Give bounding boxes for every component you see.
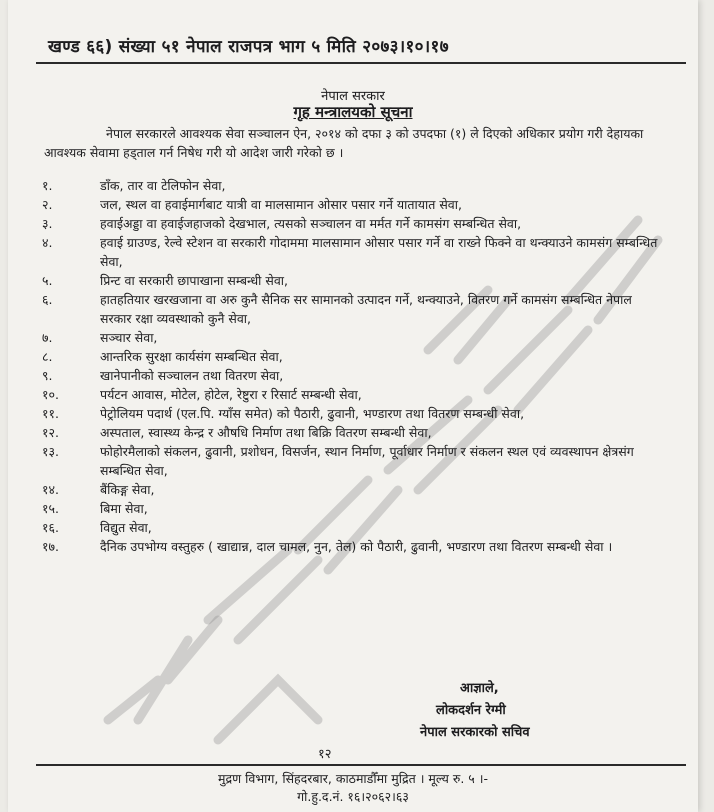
item-text: बैंकिङ्ग सेवा, [100, 482, 155, 497]
notice-title: गृह मन्त्रालयको सूचना [293, 103, 413, 121]
item-text: फोहोरमैलाको संकलन, ढुवानी, प्रशोधन, विसर्जन, स्थान निर्माण, पूर्वाधार निर्माण र संकलन स्थल एवं व्यवस्थापन क्षेत्रसंग सम्बन्धित सेवा, [100, 444, 634, 478]
item-text: हातहतियार खरखजाना वा अरु कुनै सैनिक सर सामानको उत्पादन गर्ने, थन्क्याउने, वितरण गर्ने कामसंग सम्बन्धित नेपाल सरकार रक्षा व्यवस्थाको कुनै सेवा, [100, 292, 632, 326]
list-item [42, 423, 662, 442]
item-text: पर्यटन आवास, मोटेल, होटेल, रेष्टुरा र रिसार्ट सम्बन्धी सेवा, [100, 387, 362, 402]
list-item [42, 290, 662, 328]
item-text: आन्तरिक सुरक्षा कार्यसंग सम्बन्धित सेवा, [100, 349, 283, 364]
item-text: विद्युत सेवा, [100, 520, 152, 535]
list-item [42, 537, 662, 556]
item-text: जल, स्थल वा हवाईमार्गबाट यात्री वा मालसामान ओसार पसार गर्ने यातायात सेवा, [100, 197, 462, 212]
item-number: १. [42, 178, 53, 193]
list-item [42, 195, 662, 214]
printer-line: मुद्रण विभाग, सिंहदरबार, काठमाडौँमा मुद्रित । मूल्य रु. ५ ।- [218, 771, 488, 786]
item-number: २. [42, 197, 53, 212]
list-item [42, 442, 662, 480]
item-number: १३. [42, 444, 59, 459]
list-item [42, 366, 662, 385]
list-item [42, 480, 662, 499]
item-number: ८. [42, 349, 53, 364]
item-number: १४. [42, 482, 59, 497]
item-number: १५. [42, 501, 59, 516]
item-text: सञ्चार सेवा, [100, 330, 158, 345]
list-item [42, 176, 662, 195]
gazette-header: खण्ड ६६) संख्या ५१ नेपाल राजपत्र भाग ५ मिति २०७३।१०।१७ [48, 37, 449, 57]
item-text: डाँक, तार वा टेलिफोन सेवा, [100, 178, 226, 193]
item-number: ९. [42, 368, 53, 383]
item-number: १६. [42, 520, 59, 535]
item-text: हवाई ग्राउण्ड, रेल्वे स्टेशन वा सरकारी गोदाममा मालसामान ओसार पसार गर्ने वा राख्ने फिक्ने वा थन्क्याउने कामसंग सम्बन्धित सेवा, [100, 235, 658, 269]
page-number: १२ [318, 747, 332, 762]
list-item [42, 499, 662, 518]
list-item [42, 518, 662, 537]
list-item [42, 233, 662, 271]
footer-rule [36, 764, 686, 766]
list-item [42, 214, 662, 233]
item-text: दैनिक उपभोग्य वस्तुहरु ( खाद्यान्न, दाल चामल, नुन, तेल) को पैठारी, ढुवानी, भण्डारण तथा वितरण सम्बन्धी सेवा । [100, 539, 613, 554]
list-item [42, 404, 662, 423]
list-item [42, 271, 662, 290]
item-text: खानेपानीको सञ्चालन तथा वितरण सेवा, [100, 368, 284, 383]
gazette-page [8, 0, 698, 812]
item-number: ३. [42, 216, 53, 231]
intro-paragraph: नेपाल सरकारले आवश्यक सेवा सञ्चालन ऐन, २०१४ को दफा ३ को उपदफा (१) ले दिएको अधिकार प्रयोग गरी देहायका आवश्यक सेवामा हड्ताल गर्न निषेध गरी यो आदेश जारी गरेको छ । [44, 126, 644, 160]
government-label: नेपाल सरकार [321, 89, 385, 104]
item-text: पेट्रोलियम पदार्थ (एल.पि. ग्याँस समेत) को पैठारी, ढुवानी, भण्डारण तथा वितरण सम्बन्धी सेवा, [100, 406, 525, 421]
signatory-designation: नेपाल सरकारको सचिव [420, 725, 530, 740]
item-number: ५. [42, 273, 53, 288]
item-number: ६. [42, 292, 53, 307]
item-number: १२. [42, 425, 59, 440]
registration-line: गो.हु.द.नं. १६।२०६२।६३ [297, 789, 409, 804]
item-number: १७. [42, 539, 59, 554]
item-number: ११. [42, 406, 59, 421]
item-text: बिमा सेवा, [100, 501, 148, 516]
list-item [42, 347, 662, 366]
signatory-name: लोकदर्शन रेग्मी [436, 703, 506, 718]
item-text: प्रिन्ट वा सरकारी छापाखाना सम्बन्धी सेवा, [100, 273, 289, 288]
item-number: १०. [42, 387, 59, 402]
list-item [42, 328, 662, 347]
services-list [42, 176, 662, 556]
header-rule [36, 62, 686, 64]
signature-order: आज्ञाले, [460, 681, 499, 696]
item-number: ७. [42, 330, 53, 345]
list-item [42, 385, 662, 404]
item-number: ४. [42, 235, 53, 250]
item-text: हवाईअड्डा वा हवाईजहाजको देखभाल, त्यसको सञ्चालन वा मर्मत गर्ने कामसंग सम्बन्धित सेवा, [100, 216, 522, 231]
item-text: अस्पताल, स्वास्थ्य केन्द्र र औषधि निर्माण तथा बिक्रि वितरण सम्बन्धी सेवा, [100, 425, 432, 440]
